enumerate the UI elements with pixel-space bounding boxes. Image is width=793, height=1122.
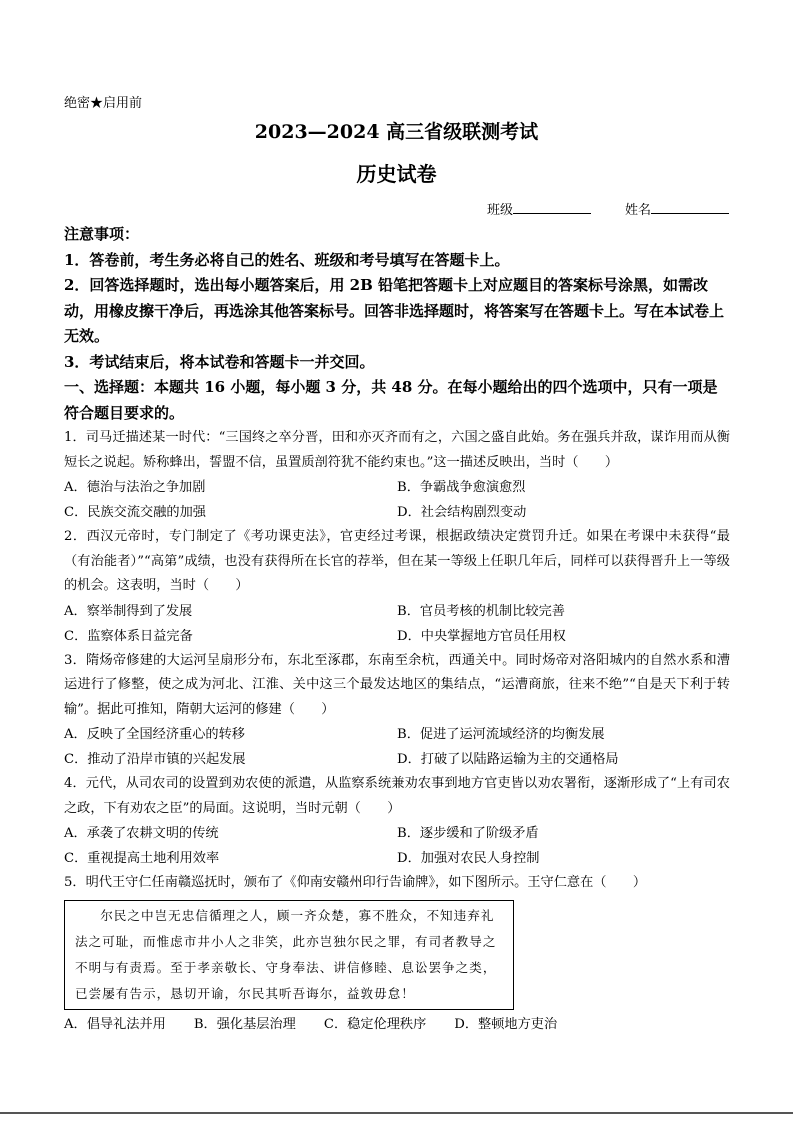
notice-item: 1．答卷前，考生务必将自己的姓名、班级和考号填写在答题卡上。 bbox=[64, 250, 510, 269]
question-4: 4．元代，从司农司的设置到劝农使的派遣，从监察系统兼劝农事到地方官吏皆以劝农署衔，逐渐形成了“上有司农之政，下有劝农之臣”的局面。这说明，当时元朝（ ） bbox=[64, 776, 730, 816]
option-b[interactable]: B．官员考核的机制比较完善 bbox=[397, 603, 565, 619]
option-c[interactable]: C．推动了沿岸市镇的兴起发展 bbox=[64, 752, 246, 767]
class-field[interactable] bbox=[487, 199, 591, 218]
question-5: 5．明代王守仁任南赣巡抚时，颁布了《仰南安赣州印行告谕牌》，如下图所示。王守仁意在（ ） bbox=[64, 875, 647, 890]
option-c[interactable]: C．重视提高土地利用效率 bbox=[64, 851, 220, 866]
option-a[interactable]: A．德治与法治之争加剧 bbox=[64, 480, 206, 495]
section-title: 一、选择题：本题共 16 小题，每小题 3 分，共 48 分。在每小题给出的四个选项中，只有一项是符合题目要求的。 bbox=[64, 378, 718, 422]
options-5 bbox=[64, 1012, 730, 1037]
option-b[interactable]: B．争霸战争愈演愈烈 bbox=[397, 480, 526, 495]
question-3: 3．隋炀帝修建的大运河呈扇形分布，东北至涿郡，东南至余杭，西通关中。同时炀帝对洛阳城内的自然水系和漕运进行了修整，使之成为河北、江淮、关中这三个最发达地区的集结点，“运漕商旅，往来不绝”“自是天下利于转输”。据此可推知，隋朝大运河的修建（ ） bbox=[64, 652, 730, 717]
option-b[interactable]: B．逐步缓和了阶级矛盾 bbox=[397, 826, 539, 841]
option-c[interactable]: C．稳定伦理秩序 bbox=[323, 1016, 427, 1032]
class-blank[interactable] bbox=[513, 200, 591, 214]
option-d[interactable]: D．中央掌握地方官员任用权 bbox=[397, 628, 566, 644]
option-a[interactable]: A．反映了全国经济重心的转移 bbox=[64, 727, 245, 742]
notice-item: 2．回答选择题时，选出每小题答案后，用 2B 铅笔把答题卡上对应题目的答案标号涂黑，如需改动，用橡皮擦干净后，再选涂其他答案标号。回答非选择题时，将答案写在答题卡上。写在本试卷上无效。 bbox=[64, 276, 725, 345]
options-1 bbox=[64, 475, 730, 525]
page-bottom-rule bbox=[0, 1112, 793, 1114]
option-a[interactable]: A．察举制得到了发展 bbox=[64, 603, 193, 619]
options-2 bbox=[64, 599, 730, 649]
notice-heading: 注意事项： bbox=[64, 225, 140, 243]
name-field[interactable] bbox=[625, 199, 729, 218]
option-d[interactable]: D．打破了以陆路运输为主的交通格局 bbox=[397, 752, 619, 767]
option-c[interactable]: C．监察体系日益完备 bbox=[64, 628, 193, 644]
confidential-label: 绝密★启用前 bbox=[64, 96, 143, 111]
option-b[interactable]: B．强化基层治理 bbox=[193, 1016, 296, 1032]
option-a[interactable]: A．倡导礼法并用 bbox=[64, 1016, 166, 1032]
class-label: 班级 bbox=[486, 203, 513, 218]
option-c[interactable]: C．民族交流交融的加强 bbox=[64, 505, 206, 520]
option-d[interactable]: D．社会结构剧烈变动 bbox=[397, 505, 527, 520]
student-info-fields bbox=[487, 199, 729, 218]
option-d[interactable]: D．整顿地方吏治 bbox=[454, 1016, 558, 1032]
proclamation-quote-box: 尔民之中岂无忠信循理之人，顾一齐众楚，寡不胜众，不知违弃礼法之可耻，而惟虑市井小人之非笑，此亦岂独尔民之罪，有司者教导之不明与有责焉。至于孝亲敬长、守身奉法、讲信修睦、息讼罢争之类，已尝屡有告示，恳切开谕，尔民其听吾诲尔，益敦毋怠！ bbox=[64, 900, 514, 1010]
notice-item: 3．考试结束后，将本试卷和答题卡一并交回。 bbox=[64, 352, 375, 371]
options-4 bbox=[64, 821, 730, 871]
exam-content bbox=[64, 222, 730, 1037]
question-2: 2．西汉元帝时，专门制定了《考功课吏法》，官吏经过考课，根据政绩决定赏罚升迁。如果在考课中未获得“最（有治能者）”“高第”成绩，也没有获得所在长官的荐举，但在某一等级上任职几年后，同样可以获得晋升上一等级的机会。这表明，当时（ ） bbox=[64, 529, 730, 593]
name-blank[interactable] bbox=[651, 200, 729, 214]
option-a[interactable]: A．承袭了农耕文明的传统 bbox=[64, 826, 219, 841]
option-d[interactable]: D．加强对农民人身控制 bbox=[397, 851, 540, 866]
option-b[interactable]: B．促进了运河流域经济的均衡发展 bbox=[397, 727, 605, 742]
question-1: 1．司马迁描述某一时代：“三国终之卒分晋，田和亦灭齐而有之，六国之盛自此始。务在强兵并敌，谋诈用而从衡短长之说起。矫称蜂出，誓盟不信，虽置质剖符犹不能约束也。”这一描述反映出，当时（ ） bbox=[64, 430, 730, 470]
options-3 bbox=[64, 722, 730, 772]
name-label: 姓名 bbox=[624, 203, 651, 218]
exam-title: 2023—2024 高三省级联测考试 bbox=[254, 121, 539, 143]
exam-subtitle: 历史试卷 bbox=[356, 162, 437, 186]
